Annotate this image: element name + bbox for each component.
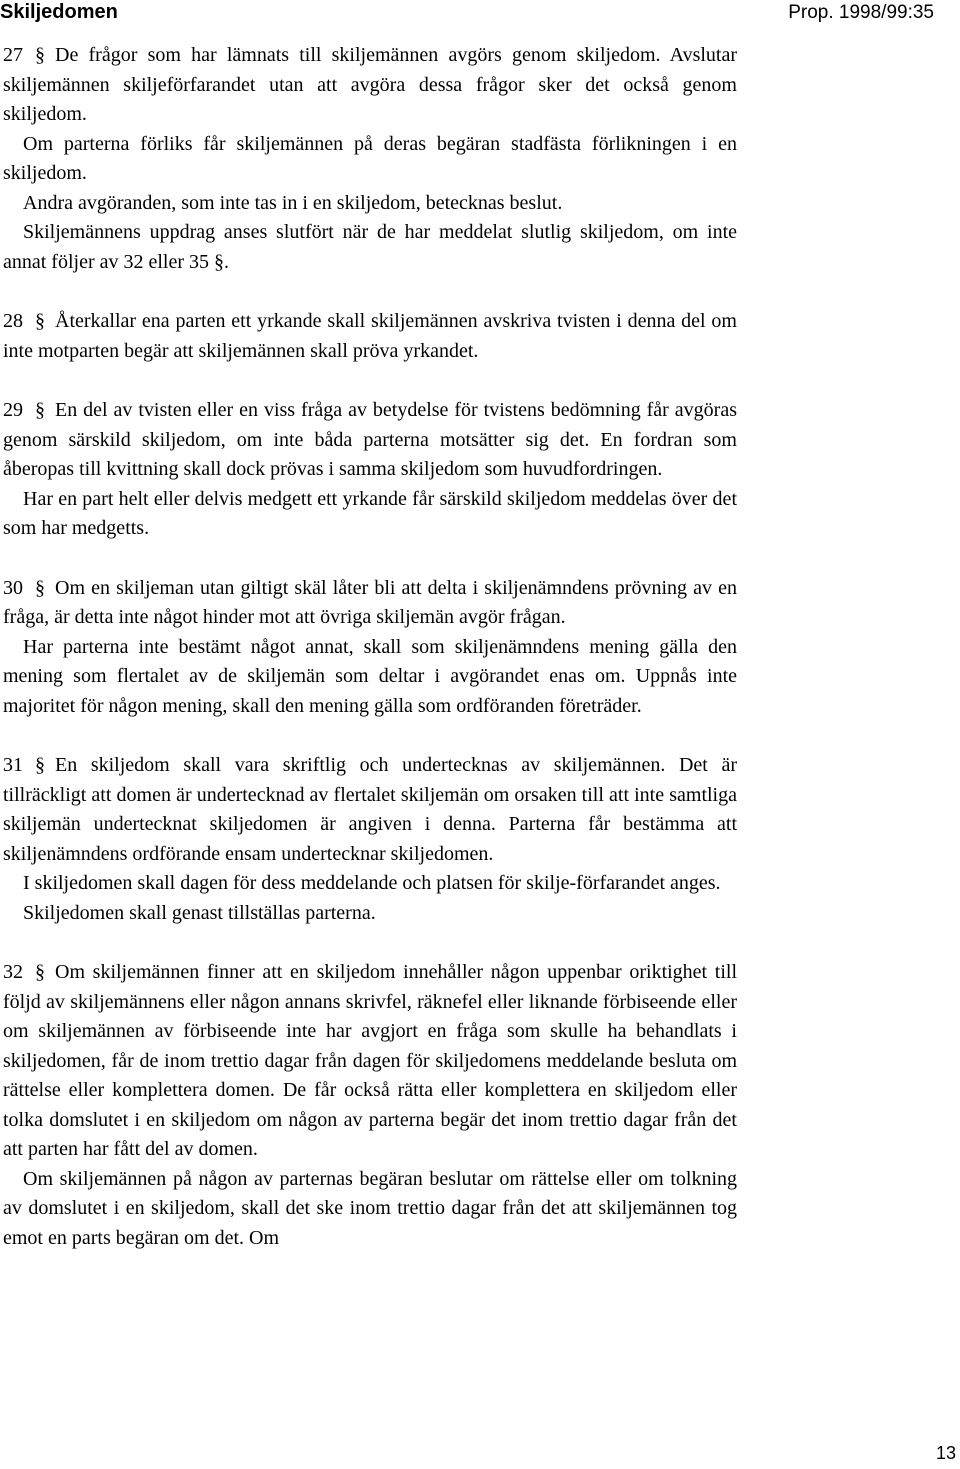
section-27 xyxy=(3,41,737,277)
section-first-paragraph xyxy=(3,41,737,130)
paragraph: Skiljedomen skall genast tillställas parterna. xyxy=(23,901,376,924)
section-first-paragraph xyxy=(3,396,737,485)
paragraph: Om skiljemännen på någon av parternas begäran beslutar om rättelse eller om tolkning av domslutet i en skiljedom, skall det ske inom trettio dagar från det att skiljemännen tog emot en parts begäran om det. Om xyxy=(3,1167,737,1249)
paragraph-text: Om en skiljeman utan giltigt skäl låter bli att delta i skiljenämndens prövning av en fråga, är detta inte något hinder mot att övriga skiljemän avgör frågan. xyxy=(3,576,737,628)
section-sign: § xyxy=(35,961,45,983)
page-number: 13 xyxy=(935,1443,956,1463)
paragraph: Skiljemännens uppdrag anses slutfört när de har meddelat slutlig skiljedom, om inte annat följer av 32 eller 35 §. xyxy=(3,221,737,273)
section-sign: § xyxy=(35,754,45,776)
paragraph: I skiljedomen skall dagen för dess meddelande och platsen för skilje-förfarandet anges. xyxy=(23,872,721,894)
paragraph: Har en part helt eller delvis medgett ett yrkande får särskild skiljedom meddelas över det som har medgetts. xyxy=(3,487,737,539)
section-number: 30 xyxy=(3,576,23,599)
section-sign: § xyxy=(35,44,45,66)
document-body xyxy=(3,41,737,1283)
section-number: 28 xyxy=(3,310,23,332)
proposition-reference: Prop. 1998/99:35 xyxy=(788,2,934,23)
section-30 xyxy=(3,574,737,722)
paragraph-text: En skiljedom skall vara skriftlig och undertecknas av skiljemännen. Det är tillräckligt att domen är undertecknad av flertalet skiljemän om orsaken till att inte samtliga skiljemän undertecknat skiljedomen är angiven i denna. Parterna får bestämma att skiljenämndens ordförande ensam undertecknar skiljedomen. xyxy=(3,754,737,865)
section-number: 29 xyxy=(3,399,23,421)
section-31 xyxy=(3,751,737,928)
section-first-paragraph xyxy=(3,307,737,366)
paragraph-text: Återkallar ena parten ett yrkande skall skiljemännen avskriva tvisten i denna del om inte motparten begär att skiljemännen skall pröva yrkandet. xyxy=(3,310,737,362)
paragraph-text: En del av tvisten eller en viss fråga av betydelse för tvistens bedömning får avgöras genom särskild skiljedom, om inte båda parterna motsätter sig det. En fordran som åberopas till kvittning skall dock prövas i samma skiljedom som huvudfordringen. xyxy=(3,399,737,480)
section-first-paragraph xyxy=(3,958,737,1165)
section-number: 32 xyxy=(3,961,23,983)
paragraph-text: Om skiljemännen finner att en skiljedom innehåller någon uppenbar oriktighet till följd av skiljemännens eller någon annans skrivfel, räknefel eller liknande förbiseende eller om skiljemännen av förbiseende inte har avgjort en fråga som skulle ha behandlats i skiljedomen, får de inom trettio dagar från dagen för skiljedomens meddelande besluta om rättelse eller komplettera domen. De får också rätta eller komplettera en skiljedom eller tolka domslutet i en skiljedom om någon av parterna begär det inom trettio dagar från det att parten har fått del av domen. xyxy=(3,961,737,1160)
section-28 xyxy=(3,307,737,366)
paragraph: Andra avgöranden, som inte tas in i en skiljedom, betecknas beslut. xyxy=(23,191,563,214)
section-first-paragraph xyxy=(3,751,737,869)
paragraph: Om parterna förliks får skiljemännen på deras begäran stadfästa förlikningen i en skiljedom. xyxy=(3,132,737,184)
section-sign: § xyxy=(35,576,45,599)
section-29 xyxy=(3,396,737,544)
paragraph: Har parterna inte bestämt något annat, skall som skiljenämndens mening gälla den mening som flertalet av de skiljemän som deltar i avgörandet enas om. Uppnås inte majoritet för någon mening, skall den mening gälla som ordföranden företräder. xyxy=(3,635,737,717)
section-first-paragraph xyxy=(3,574,737,633)
paragraph-text: De frågor som har lämnats till skiljemännen avgörs genom skiljedom. Avslutar skiljemännen skiljeförfarandet utan att avgöra dessa frågor sker det också genom skiljedom. xyxy=(3,44,737,125)
running-header-title: Skiljedomen xyxy=(0,1,118,23)
section-number: 31 xyxy=(3,754,23,776)
section-sign: § xyxy=(35,399,45,421)
section-sign: § xyxy=(35,310,45,332)
section-number: 27 xyxy=(3,44,23,66)
section-32 xyxy=(3,958,737,1253)
